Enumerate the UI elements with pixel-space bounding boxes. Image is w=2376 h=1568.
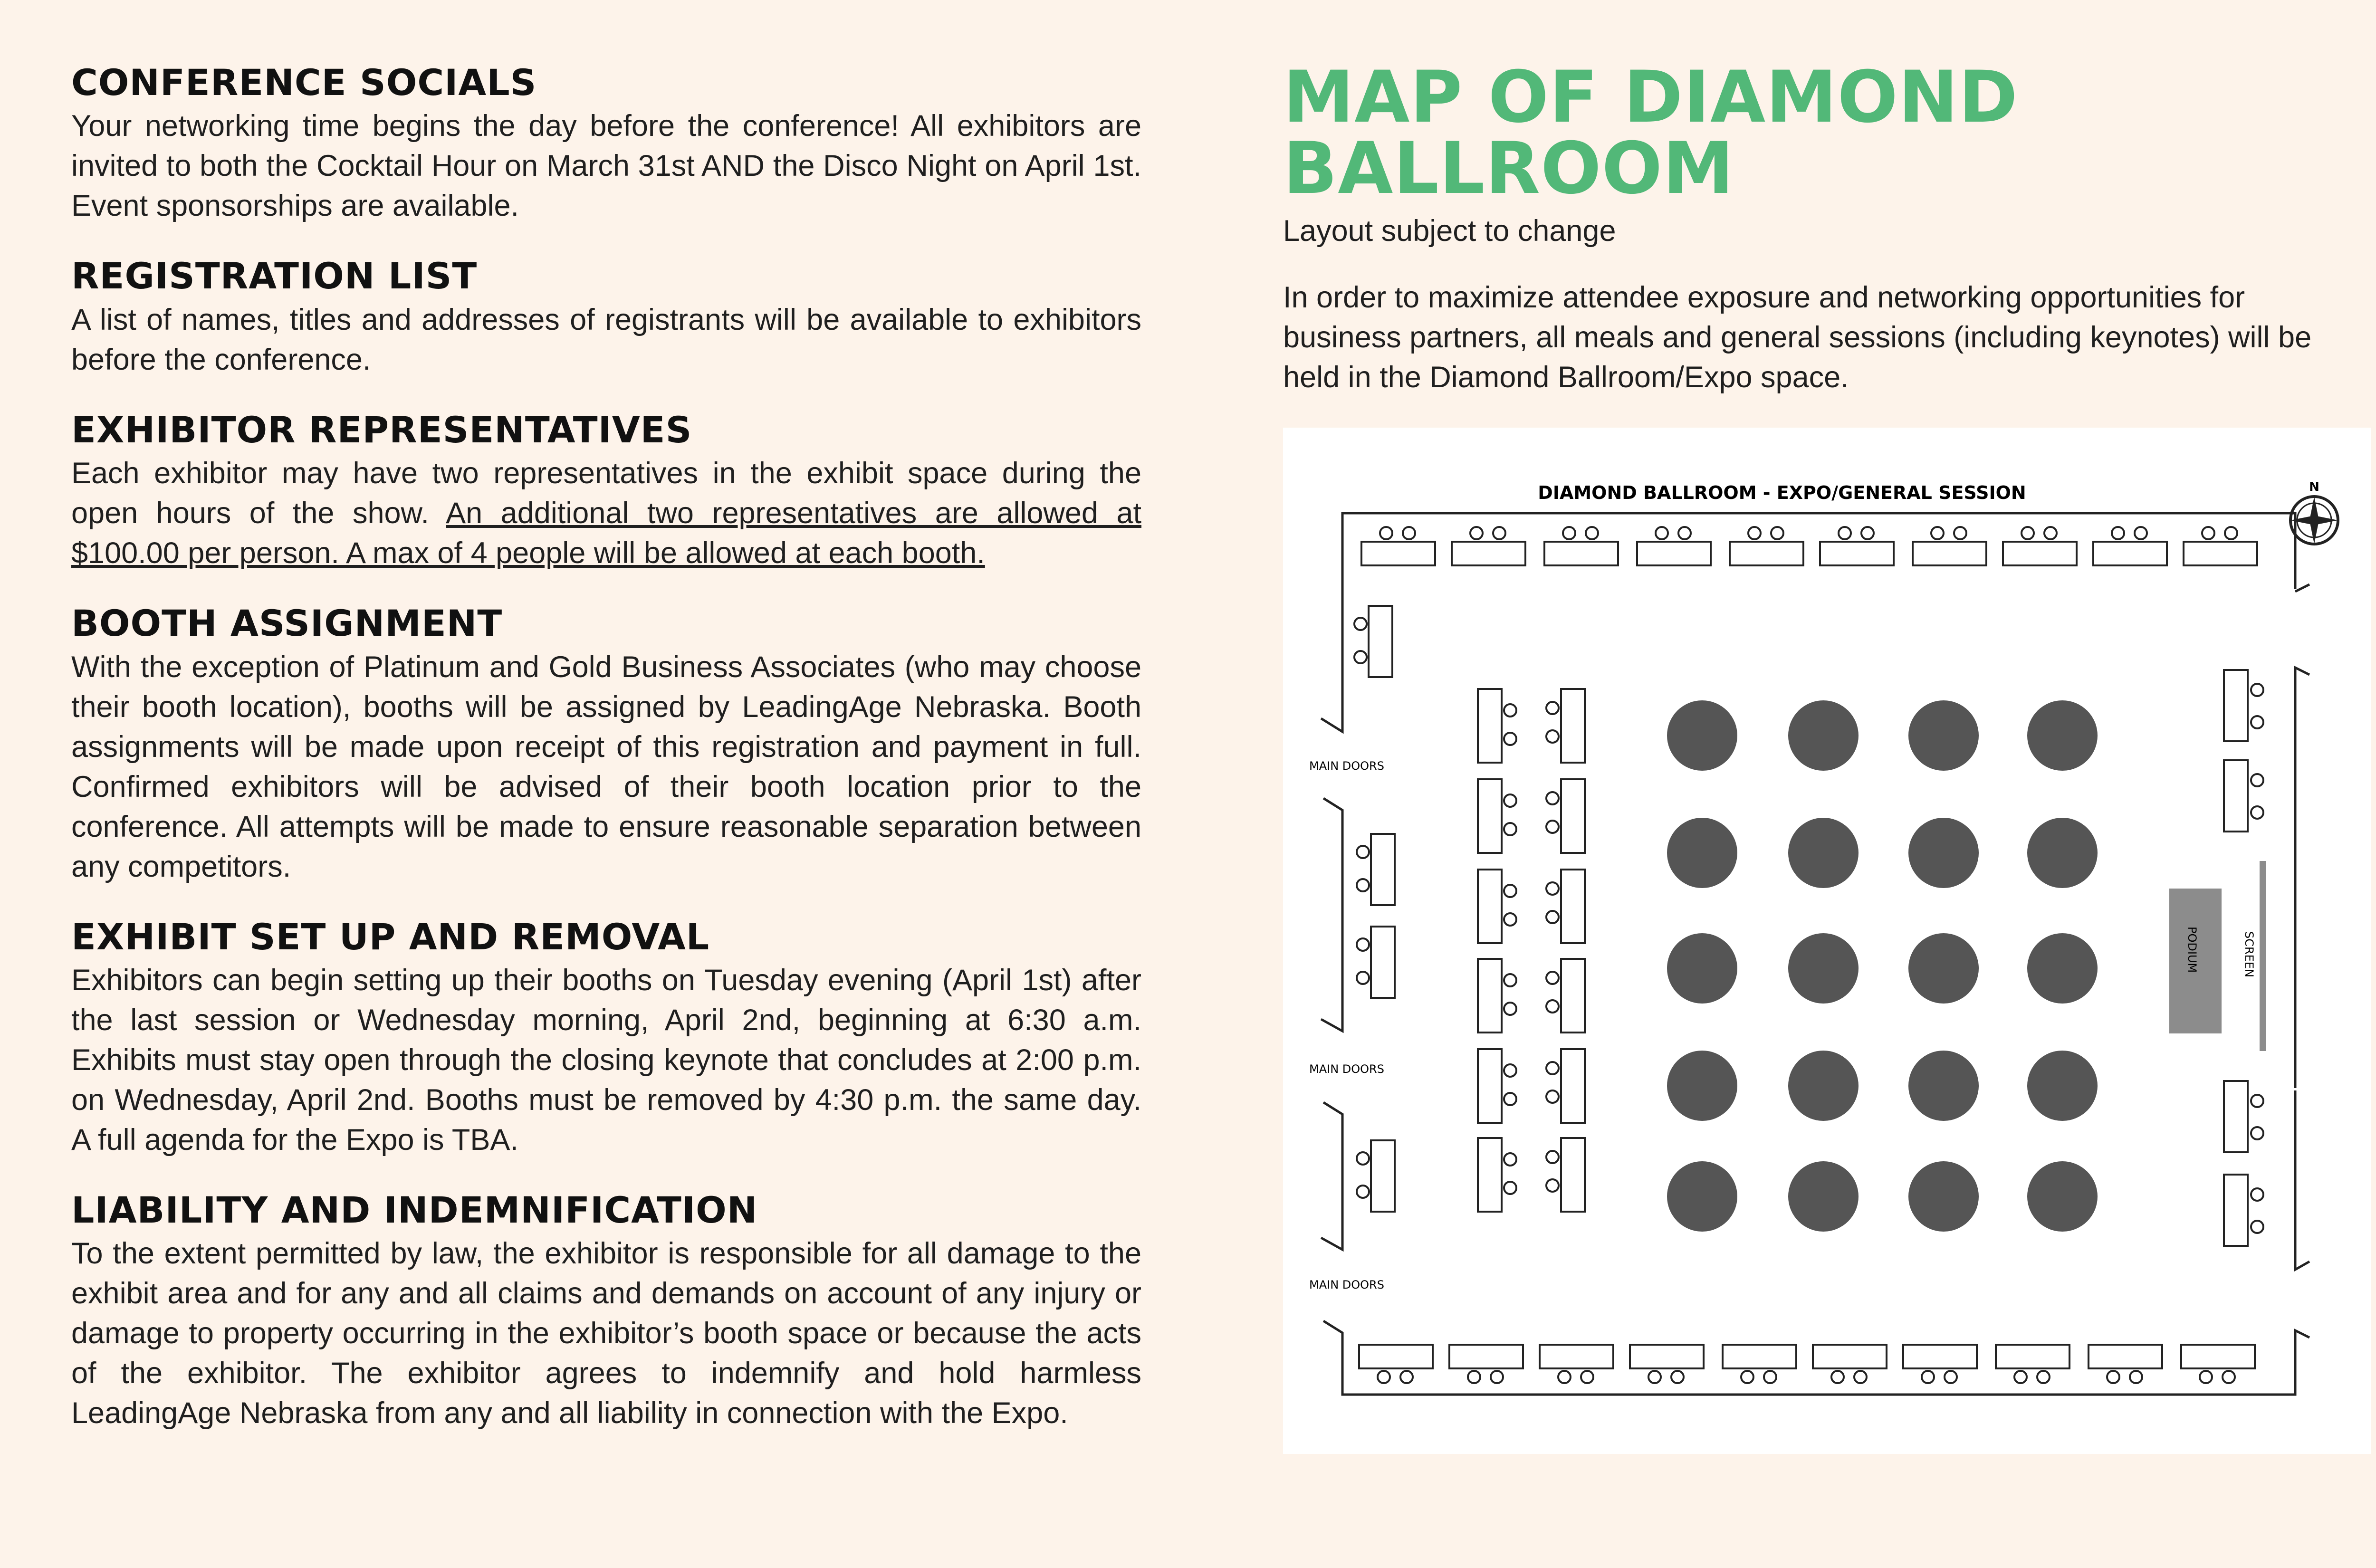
- booth-chair: [2251, 774, 2263, 786]
- section-heading: EXHIBIT SET UP AND REMOVAL: [71, 915, 710, 958]
- section-registration-list: [71, 255, 1141, 379]
- screen-label: SCREEN: [2242, 931, 2256, 977]
- booth-chair: [1357, 1152, 1369, 1165]
- booth: [1546, 779, 1585, 853]
- booth-chair: [1546, 882, 1559, 895]
- booth-chair: [1922, 1371, 1934, 1383]
- round-table: [1788, 818, 1859, 888]
- section-body: A list of names, titles and addresses of registrants will be available to exhibitors before the conference.: [71, 303, 1141, 376]
- section-body: Exhibitors can begin setting up their booths on Tuesday evening (April 1st) after the last session or Wednesday morning, April 2nd, beginning at 6:30 a.m. Exhibits must stay open through the closing keynote that concludes at 2:00 p.m. on Wednesday, April 2nd. Booths must be removed by 4:30 p.m. the same day. A full agenda for the Expo is TBA.: [71, 963, 1141, 1157]
- booth-table: [2224, 1081, 2248, 1152]
- booth-chair: [1468, 1371, 1480, 1383]
- booth-chair: [2202, 527, 2214, 539]
- section-body: With the exception of Platinum and Gold Business Associates (who may choose their booth location), booths will be assigned by LeadingAge Nebraska. Booth assignments will be made upon receipt of this registration and payment in full. Confirmed exhibitors will be advised of their booth location prior to the conference. All attempts will be made to ensure reasonable separation between any competitors.: [71, 650, 1141, 883]
- booth-chair: [1504, 885, 1516, 897]
- booth-chair: [1357, 879, 1369, 891]
- booth-chair: [1504, 1064, 1516, 1077]
- booth-table: [1996, 1345, 2069, 1368]
- booth-chair: [1546, 911, 1559, 923]
- round-table: [1667, 1161, 1737, 1232]
- section-body: [71, 453, 1141, 573]
- main-doors-label: MAIN DOORS: [1309, 1278, 1384, 1291]
- round-table: [1788, 1051, 1859, 1121]
- page-subtitle: Layout subject to change: [1283, 214, 1616, 248]
- booth-chair: [1546, 1090, 1559, 1103]
- booth-table: [1478, 689, 1502, 763]
- booth-chair: [1861, 527, 1874, 539]
- section-liability: [71, 1189, 1141, 1433]
- booth-chair: [1357, 846, 1369, 858]
- booth-chair: [1504, 913, 1516, 926]
- booth: [1478, 689, 1516, 763]
- booth-chair: [1671, 1371, 1684, 1383]
- booth-table: [1371, 927, 1395, 998]
- booth-chair: [1656, 527, 1668, 539]
- booth-chair: [2251, 806, 2263, 819]
- booth-chair: [1854, 1371, 1867, 1383]
- booth-chair: [1504, 974, 1516, 986]
- round-table: [2027, 933, 2098, 1004]
- left-column: [71, 62, 1141, 1433]
- round-table: [2027, 818, 2098, 888]
- booth-chair: [1504, 1003, 1516, 1015]
- booth-table: [2089, 1345, 2162, 1368]
- booth: [1357, 834, 1395, 905]
- booth: [1546, 959, 1585, 1033]
- booth: [1546, 870, 1585, 943]
- booth: [2003, 527, 2077, 565]
- booth-chair: [2022, 527, 2034, 539]
- booth-chair: [1748, 527, 1761, 539]
- booth-chair: [1546, 1151, 1559, 1163]
- booth-table: [2003, 542, 2077, 565]
- booth-table: [1723, 1345, 1796, 1368]
- booth-table: [1449, 1345, 1523, 1368]
- booth-table: [1478, 779, 1502, 853]
- round-table: [1667, 818, 1737, 888]
- booth: [1730, 527, 1803, 565]
- booth: [1546, 1049, 1585, 1123]
- booth: [1357, 1140, 1395, 1212]
- booth: [2089, 1345, 2162, 1383]
- booth: [1478, 1049, 1516, 1123]
- booth: [1637, 527, 1711, 565]
- booth-chair: [1581, 1371, 1593, 1383]
- floor-plan: [1283, 428, 2371, 1454]
- booth-chair: [1546, 1062, 1559, 1074]
- booth: [2224, 1175, 2263, 1246]
- booth-chair: [1546, 1179, 1559, 1192]
- round-table: [1788, 933, 1859, 1004]
- section-body: To the extent permitted by law, the exhibitor is responsible for all damage to the exhibit area and for any and all claims and demands on account of any injury or damage to property occurring in the exhibitor’s booth space or because the acts of the exhibitor. The exhibitor agrees to indemnify and hold harmless LeadingAge Nebraska from any and all liability in connection with the Expo.: [71, 1237, 1141, 1430]
- podium-label: PODIUM: [2185, 927, 2199, 973]
- booth-table: [1371, 834, 1395, 905]
- booth-table: [2224, 760, 2248, 832]
- booth-table: [1478, 1049, 1502, 1123]
- round-table: [2027, 1161, 2098, 1232]
- floorplan-title: DIAMOND BALLROOM - EXPO/GENERAL SESSION: [1538, 482, 2026, 503]
- booth: [1452, 527, 1525, 565]
- booth: [1478, 1138, 1516, 1212]
- right-column: [1283, 56, 2352, 397]
- booth-chair: [1357, 972, 1369, 984]
- round-table: [1667, 1051, 1737, 1121]
- booth: [2224, 1081, 2263, 1152]
- section-heading: EXHIBITOR REPRESENTATIVES: [71, 408, 692, 451]
- booth-table: [1813, 1345, 1887, 1368]
- booth-chair: [2037, 1371, 2050, 1383]
- booth-table: [2093, 542, 2167, 565]
- booth: [1630, 1345, 1704, 1383]
- booth: [2184, 527, 2257, 565]
- booth-chair: [1357, 1186, 1369, 1198]
- booth-chair: [2223, 1371, 2235, 1383]
- round-tables: [1667, 700, 2098, 1232]
- booth-table: [1913, 542, 1986, 565]
- booth-chair: [1504, 1153, 1516, 1166]
- compass-icon: [2290, 480, 2338, 544]
- round-table: [1908, 1161, 1979, 1232]
- booth: [1546, 689, 1585, 763]
- booth: [1544, 527, 1618, 565]
- booth-chair: [1945, 1371, 1957, 1383]
- booth-chair: [1764, 1371, 1776, 1383]
- booth-chair: [2107, 1371, 2119, 1383]
- booth-table: [1561, 779, 1585, 853]
- booth-table: [1630, 1345, 1704, 1368]
- booth-table: [1561, 1049, 1585, 1123]
- booth-chair: [1648, 1371, 1661, 1383]
- booth-table: [1359, 1345, 1433, 1368]
- booth-table: [1478, 959, 1502, 1033]
- section-heading: BOOTH ASSIGNMENT: [71, 602, 503, 645]
- booth: [1546, 1138, 1585, 1212]
- intro-text: In order to maximize attendee exposure and networking opportunities for business partners, all meals and general sessions (including keynotes) will be held in the Diamond Ballroom/Expo space.: [1283, 281, 2312, 394]
- booth-chair: [1403, 527, 1415, 539]
- body-underlined-text: An additional two representatives are allowed at $100.00 per person. A max of 4 people will be allowed at each booth.: [71, 497, 1141, 570]
- booth-table: [2181, 1345, 2255, 1368]
- booth-chair: [1586, 527, 1598, 539]
- booth-chair: [1504, 1182, 1516, 1194]
- section-exhibit-setup: [71, 916, 1141, 1160]
- booth: [1813, 1345, 1887, 1383]
- booth-chair: [1546, 972, 1559, 984]
- section-body: Your networking time begins the day before the conference! All exhibitors are invited to both the Cocktail Hour on March 31st AND the Disco Night on April 1st. Event sponsorships are available.: [71, 109, 1141, 223]
- floor-plan-drawing: [1283, 428, 2371, 1454]
- booth-chair: [2251, 716, 2263, 728]
- booth-chair: [1839, 527, 1851, 539]
- round-table: [1908, 818, 1979, 888]
- booth-table: [1561, 1138, 1585, 1212]
- main-doors-label: MAIN DOORS: [1309, 759, 1384, 773]
- booth-chair: [1470, 527, 1483, 539]
- round-table: [2027, 700, 2098, 771]
- booth: [1723, 1345, 1796, 1383]
- booth-chair: [2251, 1127, 2263, 1139]
- booth-chair: [1678, 527, 1691, 539]
- section-booth-assignment: [71, 602, 1141, 886]
- booth-chair: [1357, 938, 1369, 951]
- section-heading: REGISTRATION LIST: [71, 255, 478, 297]
- booth-chair: [1546, 730, 1559, 743]
- booth: [2224, 670, 2263, 741]
- round-table: [1908, 1051, 1979, 1121]
- booth-chair: [2251, 1221, 2263, 1233]
- booth: [1361, 527, 1435, 565]
- booth: [1357, 927, 1395, 998]
- booth-table: [1820, 542, 1894, 565]
- booth-chair: [1831, 1371, 1844, 1383]
- booth-table: [2184, 542, 2257, 565]
- booth-chair: [1504, 823, 1516, 835]
- booth-chair: [1400, 1371, 1413, 1383]
- booth-chair: [2251, 1095, 2263, 1107]
- booth: [1913, 527, 1986, 565]
- booth-chair: [2014, 1371, 2027, 1383]
- booth-chair: [1954, 527, 1966, 539]
- booth-table: [1730, 542, 1803, 565]
- booth: [2093, 527, 2167, 565]
- booth-chair: [1354, 651, 1367, 663]
- booth-table: [1561, 689, 1585, 763]
- booth-chair: [2130, 1371, 2142, 1383]
- booth: [1359, 1345, 1433, 1383]
- booth-chair: [1378, 1371, 1390, 1383]
- booth: [1996, 1345, 2069, 1383]
- booth-chair: [2200, 1371, 2212, 1383]
- booth-table: [1478, 870, 1502, 943]
- booth-chair: [1493, 527, 1505, 539]
- booth-table: [2224, 1175, 2248, 1246]
- round-table: [1788, 1161, 1859, 1232]
- booth-table: [1903, 1345, 1977, 1368]
- booth: [1478, 959, 1516, 1033]
- round-table: [1908, 700, 1979, 771]
- booth-chair: [2251, 1188, 2263, 1201]
- section-heading: LIABILITY AND INDEMNIFICATION: [71, 1188, 758, 1231]
- booth-chair: [1546, 1000, 1559, 1013]
- booth: [1820, 527, 1894, 565]
- booth-chair: [1558, 1371, 1571, 1383]
- booth-chair: [1741, 1371, 1753, 1383]
- booth-chair: [1504, 1093, 1516, 1105]
- booth: [2224, 760, 2263, 832]
- booth-chair: [1771, 527, 1783, 539]
- main-doors-label: MAIN DOORS: [1309, 1062, 1384, 1076]
- booth: [1449, 1345, 1523, 1383]
- booth-chair: [2135, 527, 2147, 539]
- booth: [1354, 606, 1392, 677]
- booth-chair: [2251, 684, 2263, 696]
- booth-chair: [1491, 1371, 1503, 1383]
- booth-table: [1544, 542, 1618, 565]
- booth: [1478, 870, 1516, 943]
- booth-chair: [2112, 527, 2124, 539]
- booth-chair: [2225, 527, 2237, 539]
- screen: [2260, 861, 2266, 1051]
- booth-table: [1561, 959, 1585, 1033]
- booth-table: [1540, 1345, 1613, 1368]
- booth-table: [1371, 1140, 1395, 1212]
- round-table: [2027, 1051, 2098, 1121]
- section-heading: CONFERENCE SOCIALS: [71, 61, 537, 104]
- booth-chair: [1931, 527, 1944, 539]
- booth-table: [1478, 1138, 1502, 1212]
- booth-table: [1637, 542, 1711, 565]
- booth: [1540, 1345, 1613, 1383]
- booth-table: [1452, 542, 1525, 565]
- round-table: [1908, 933, 1979, 1004]
- booth-chair: [1563, 527, 1575, 539]
- page-title: MAP OF DIAMOND BALLROOM: [1283, 56, 2018, 210]
- booth: [1478, 779, 1516, 853]
- booth-chair: [1354, 618, 1367, 630]
- booth-chair: [1504, 794, 1516, 807]
- booth-table: [1561, 870, 1585, 943]
- section-exhibitor-representatives: [71, 409, 1141, 573]
- booth-table: [2224, 670, 2248, 741]
- booth: [2181, 1345, 2255, 1383]
- booth: [1903, 1345, 1977, 1383]
- booth-chair: [1546, 702, 1559, 714]
- body-text: Each exhibitor may have two representatives in the exhibit space during the open hours of the show.: [71, 457, 1141, 530]
- booth-chair: [1504, 704, 1516, 717]
- round-table: [1667, 933, 1737, 1004]
- booth-chair: [1546, 792, 1559, 804]
- booth-chair: [1504, 733, 1516, 745]
- booth-chair: [1380, 527, 1392, 539]
- compass-label: N: [2309, 480, 2319, 494]
- round-table: [1667, 700, 1737, 771]
- booth-table: [1361, 542, 1435, 565]
- booth-chair: [2044, 527, 2057, 539]
- round-table: [1788, 700, 1859, 771]
- section-conference-socials: [71, 62, 1141, 226]
- booth-chair: [1546, 821, 1559, 833]
- booth-table: [1369, 606, 1392, 677]
